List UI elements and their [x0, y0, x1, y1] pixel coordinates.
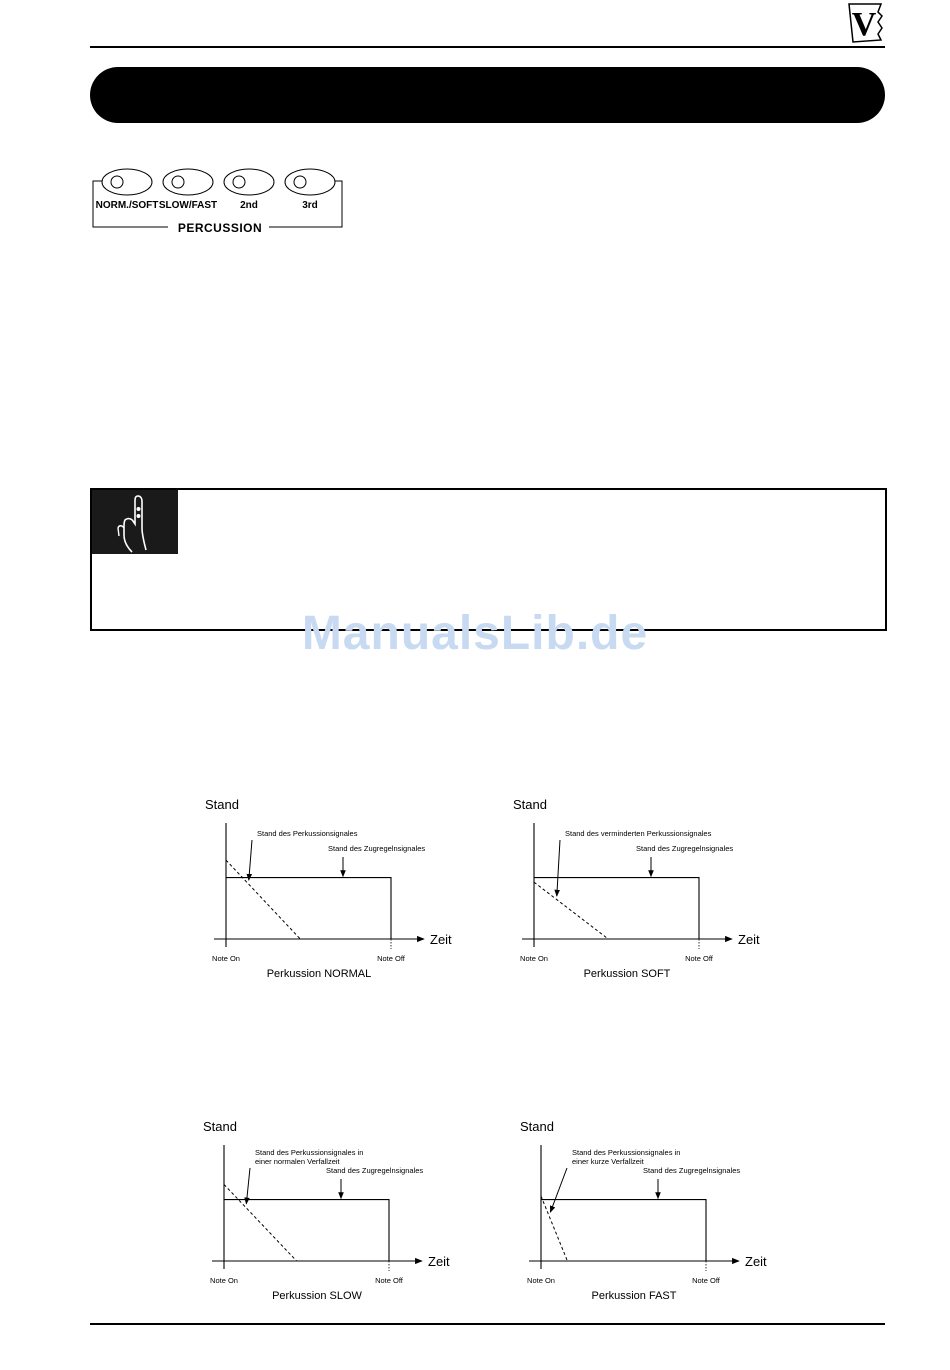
percussion-annotation: Stand des Perkussionsignales [257, 829, 358, 838]
drawbar-level-line [224, 1200, 389, 1261]
percussion-button-3rd[interactable] [285, 169, 335, 195]
percussion-annotation: einer kurze Verfallzeit [572, 1157, 644, 1166]
note-on-label: Note On [527, 1276, 555, 1285]
drawbar-annotation: Stand des Zugregelnsignales [328, 844, 426, 853]
drawbar-level-line [541, 1200, 706, 1261]
percussion-button-norm-soft[interactable] [102, 169, 152, 195]
percussion-annotation: Stand des Perkussionsignales in [572, 1148, 681, 1157]
percussion-annotation: Stand des Perkussionsignales in [255, 1148, 364, 1157]
led-indicator [172, 176, 184, 188]
percussion-annotation: einer normalen Verfallzeit [255, 1157, 340, 1166]
footer-rule [90, 1323, 885, 1325]
logo-letter: V [851, 6, 877, 43]
diagram-fast [515, 1117, 785, 1312]
percussion-annotation-arrow [550, 1168, 567, 1212]
button-label-2nd: 2nd [240, 200, 258, 211]
diagram-slow [198, 1117, 468, 1312]
brand-logo [845, 2, 885, 44]
drawbar-annotation: Stand des Zugregelnsignales [643, 1166, 741, 1175]
percussion-decay-line [224, 1184, 297, 1261]
diagram-caption: Perkussion FAST [591, 1290, 677, 1302]
header-rule [90, 46, 885, 48]
drawbar-level-line [534, 878, 699, 939]
percussion-annotation-arrow [246, 1168, 250, 1204]
percussion-button-slow-fast[interactable] [163, 169, 213, 195]
drawbar-level-line [226, 878, 391, 939]
note-off-label: Note Off [685, 954, 713, 963]
note-on-label: Note On [210, 1276, 238, 1285]
diagram-caption: Perkussion SLOW [272, 1290, 362, 1302]
note-off-label: Note Off [377, 954, 405, 963]
y-axis-label: Stand [203, 1119, 237, 1134]
note-off-label: Note Off [692, 1276, 720, 1285]
percussion-decay-line [226, 860, 300, 939]
led-indicator [111, 176, 123, 188]
x-axis-label: Zeit [430, 932, 452, 947]
section-title-bar [90, 67, 885, 123]
drawbar-annotation: Stand des Zugregelnsignales [326, 1166, 424, 1175]
button-label-slow-fast: SLOW/FAST [158, 200, 218, 211]
led-indicator [294, 176, 306, 188]
diagram-soft [508, 795, 778, 990]
pointing-finger-icon [92, 490, 178, 554]
note-on-label: Note On [520, 954, 548, 963]
percussion-panel [90, 165, 350, 240]
drawbar-annotation: Stand des Zugregelnsignales [636, 844, 734, 853]
percussion-title: PERCUSSION [177, 221, 263, 235]
percussion-decay-line [541, 1196, 567, 1261]
x-axis-label: Zeit [738, 932, 760, 947]
button-label-norm-soft: NORM./SOFT [95, 200, 159, 211]
percussion-annotation-arrow [557, 840, 560, 896]
note-on-label: Note On [212, 954, 240, 963]
x-axis-label: Zeit [745, 1254, 767, 1269]
led-indicator [233, 176, 245, 188]
percussion-annotation-arrow [249, 840, 252, 880]
y-axis-label: Stand [205, 797, 239, 812]
percussion-annotation: Stand des verminderten Perkussionsignales [565, 829, 712, 838]
watermark: ManualsLib.de [301, 607, 649, 660]
note-off-label: Note Off [375, 1276, 403, 1285]
diagram-normal [200, 795, 470, 990]
percussion-decay-line [534, 882, 608, 939]
y-axis-label: Stand [513, 797, 547, 812]
diagram-caption: Perkussion SOFT [583, 968, 671, 980]
y-axis-label: Stand [520, 1119, 554, 1134]
x-axis-label: Zeit [428, 1254, 450, 1269]
button-label-3rd: 3rd [302, 200, 318, 211]
diagram-caption: Perkussion NORMAL [266, 968, 372, 980]
percussion-button-2nd[interactable] [224, 169, 274, 195]
